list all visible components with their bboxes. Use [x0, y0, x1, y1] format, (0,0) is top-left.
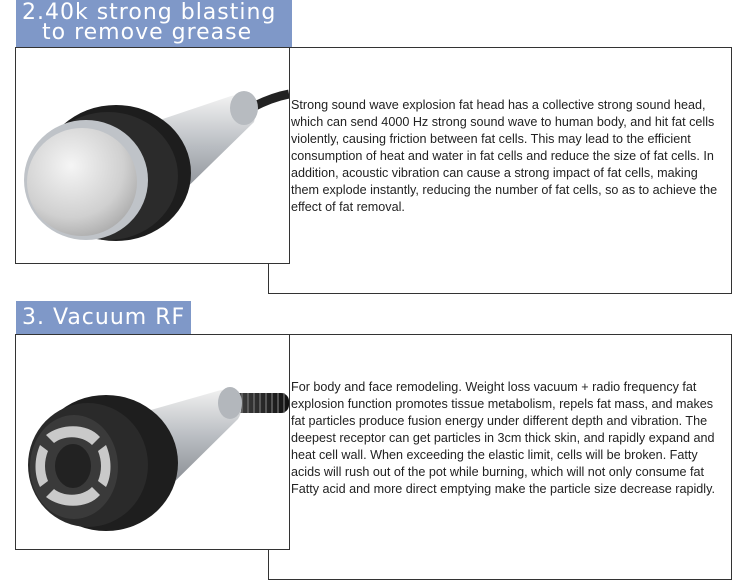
cavitation-description-box	[268, 47, 732, 294]
vacuum-rf-description-text: For body and face remodeling. Weight loss vacuum + radio frequency fat explosion function promotes tissue metabolism, repels fat mass, and makes fat particles produce fusion energy under different depth and vibration. The deepest receptor can get particles in 3cm thick skin, and rapidly expand and heat cell wall. When exceeding the elastic limit, cells will be broken. Fatty acids will rush out of the pot while burning, which will not only consume fat Fatty acid and more direct emptying make the particle size decrease rapidly.	[291, 380, 715, 496]
cavitation-description-text: Strong sound wave explosion fat head has a collective strong sound head, which can send 4000 Hz strong sound wave to human body, and hit fat cells violently, causing friction between fat cells. This may lead to the efficient consumption of heat and water in fat cells and reduce the size of fat cells. In addition, acoustic vibration can cause a strong impact of fat cells, making them explode instantly, reducing the number of fat cells, so as to achieve the effect of fat removal.	[291, 98, 718, 214]
section-title-text: 3. Vacuum RF	[22, 305, 186, 330]
vacuum-rf-head-image	[15, 334, 290, 550]
section-title-vacuum-rf	[16, 301, 191, 334]
cavitation-head-image	[15, 47, 290, 264]
section-title-line2: to remove grease	[42, 20, 253, 45]
section-title-line1: 2.40k strong blasting	[22, 0, 277, 25]
vacuum-rf-handpiece-illustration	[16, 335, 289, 549]
section-title-blasting	[16, 0, 292, 47]
cavitation-handpiece-illustration	[16, 48, 289, 263]
vacuum-rf-description-box	[268, 334, 732, 580]
